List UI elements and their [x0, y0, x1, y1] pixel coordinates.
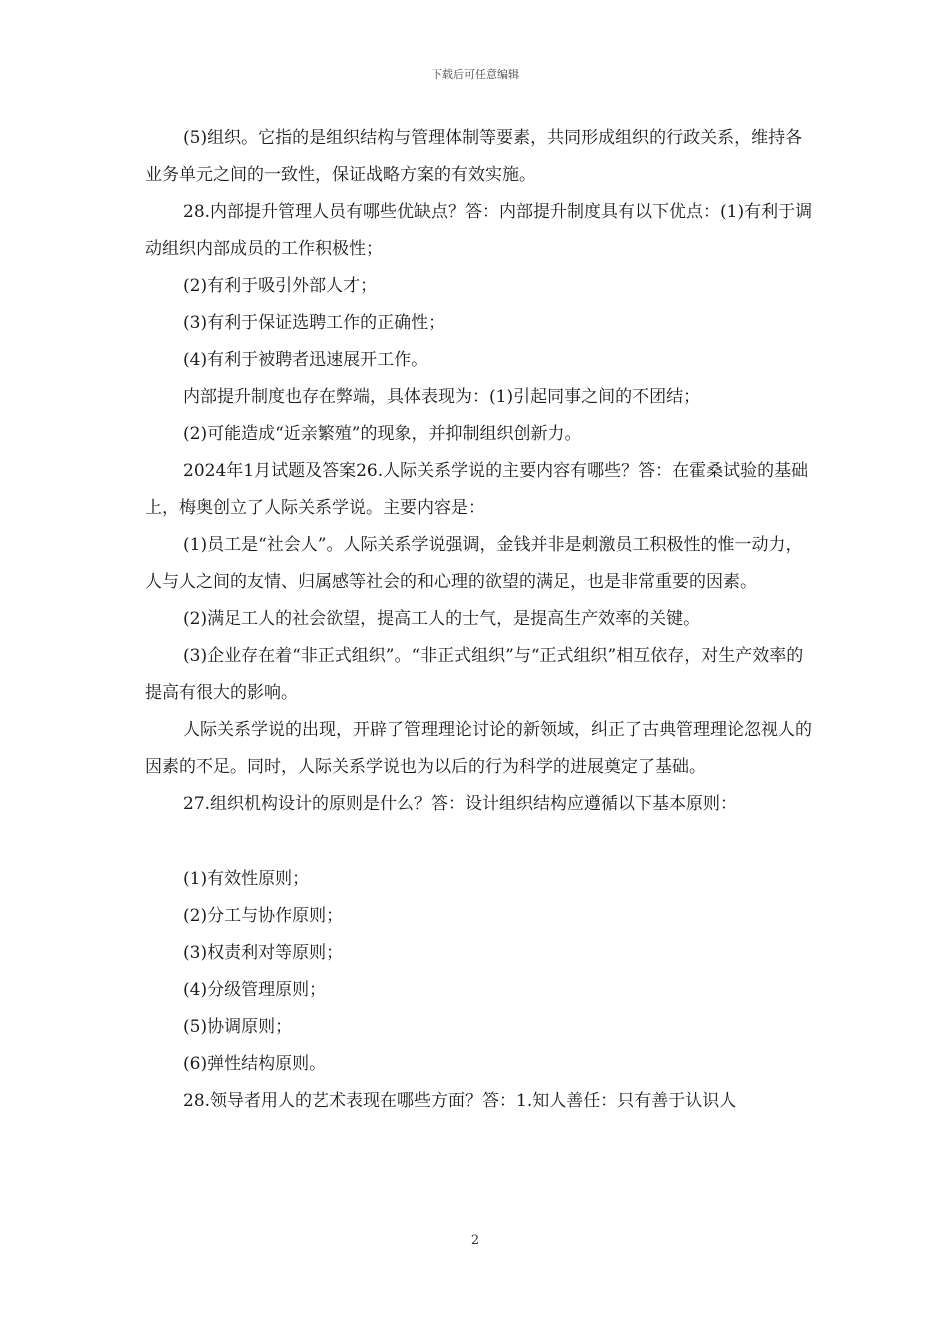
blank-line [145, 823, 815, 861]
list-item: (6)弹性结构原则。 [183, 1054, 327, 1074]
list-item: (4)分级管理原则； [183, 980, 327, 1000]
list-item: (1)有效性原则； [183, 869, 310, 889]
paragraph-q28-leadership: 28.领导者用人的艺术表现在哪些方面？答：1.知人善任：只有善于认识人 [183, 1091, 737, 1111]
paragraph-human-relations-summary: 人际关系学说的出现，开辟了管理理论讨论的新领域，纠正了古典管理理论忽视人的因素的不足。同时，人际关系学说也为以后的行为科学的进展奠定了基础。 [145, 720, 812, 777]
list-item: (2)满足工人的社会欲望，提高工人的士气，是提高生产效率的关键。 [183, 609, 701, 629]
page-number: 2 [470, 1233, 480, 1248]
list-item: (3)权责利对等原则； [183, 943, 344, 963]
paragraph-q26-human-relations: 2024年1月试题及答案26.人际关系学说的主要内容有哪些？答：在霍桑试验的基础上，梅奥创立了人际关系学说。主要内容是： [145, 461, 809, 518]
page-header: 下载后可任意编辑 [431, 68, 519, 81]
paragraph-q27-org-design: 27.组织机构设计的原则是什么？答：设计组织结构应遵循以下基本原则： [183, 794, 738, 814]
paragraph-organization: (5)组织。它指的是组织结构与管理体制等要素，共同形成组织的行政关系，维持各业务单元之间的一致性，保证战略方案的有效实施。 [145, 128, 803, 185]
paragraph-drawbacks: 内部提升制度也存在弊端，具体表现为：(1)引起同事之间的不团结； [183, 387, 701, 407]
list-item: (2)分工与协作原则； [183, 906, 344, 926]
list-item: (2)可能造成“近亲繁殖”的现象，并抑制组织创新力。 [183, 424, 582, 444]
list-item: (2)有利于吸引外部人才； [183, 276, 378, 296]
list-item: (3)企业存在着“非正式组织”。“非正式组织”与“正式组织”相互依存，对生产效率的提高有很大的影响。 [145, 646, 804, 703]
list-item: (3)有利于保证选聘工作的正确性； [183, 313, 446, 333]
list-item: (1)员工是“社会人”。人际关系学说强调，金钱并非是刺激员工积极性的惟一动力，人与人之间的友情、归属感等社会的和心理的欲望的满足，也是非常重要的因素。 [145, 535, 803, 592]
document-body [145, 120, 815, 1120]
list-item: (5)协调原则； [183, 1017, 293, 1037]
paragraph-q28-internal-promotion: 28.内部提升管理人员有哪些优缺点？答：内部提升制度具有以下优点：(1)有利于调动组织内部成员的工作积极性； [145, 202, 813, 259]
list-item: (4)有利于被聘者迅速展开工作。 [183, 350, 429, 370]
